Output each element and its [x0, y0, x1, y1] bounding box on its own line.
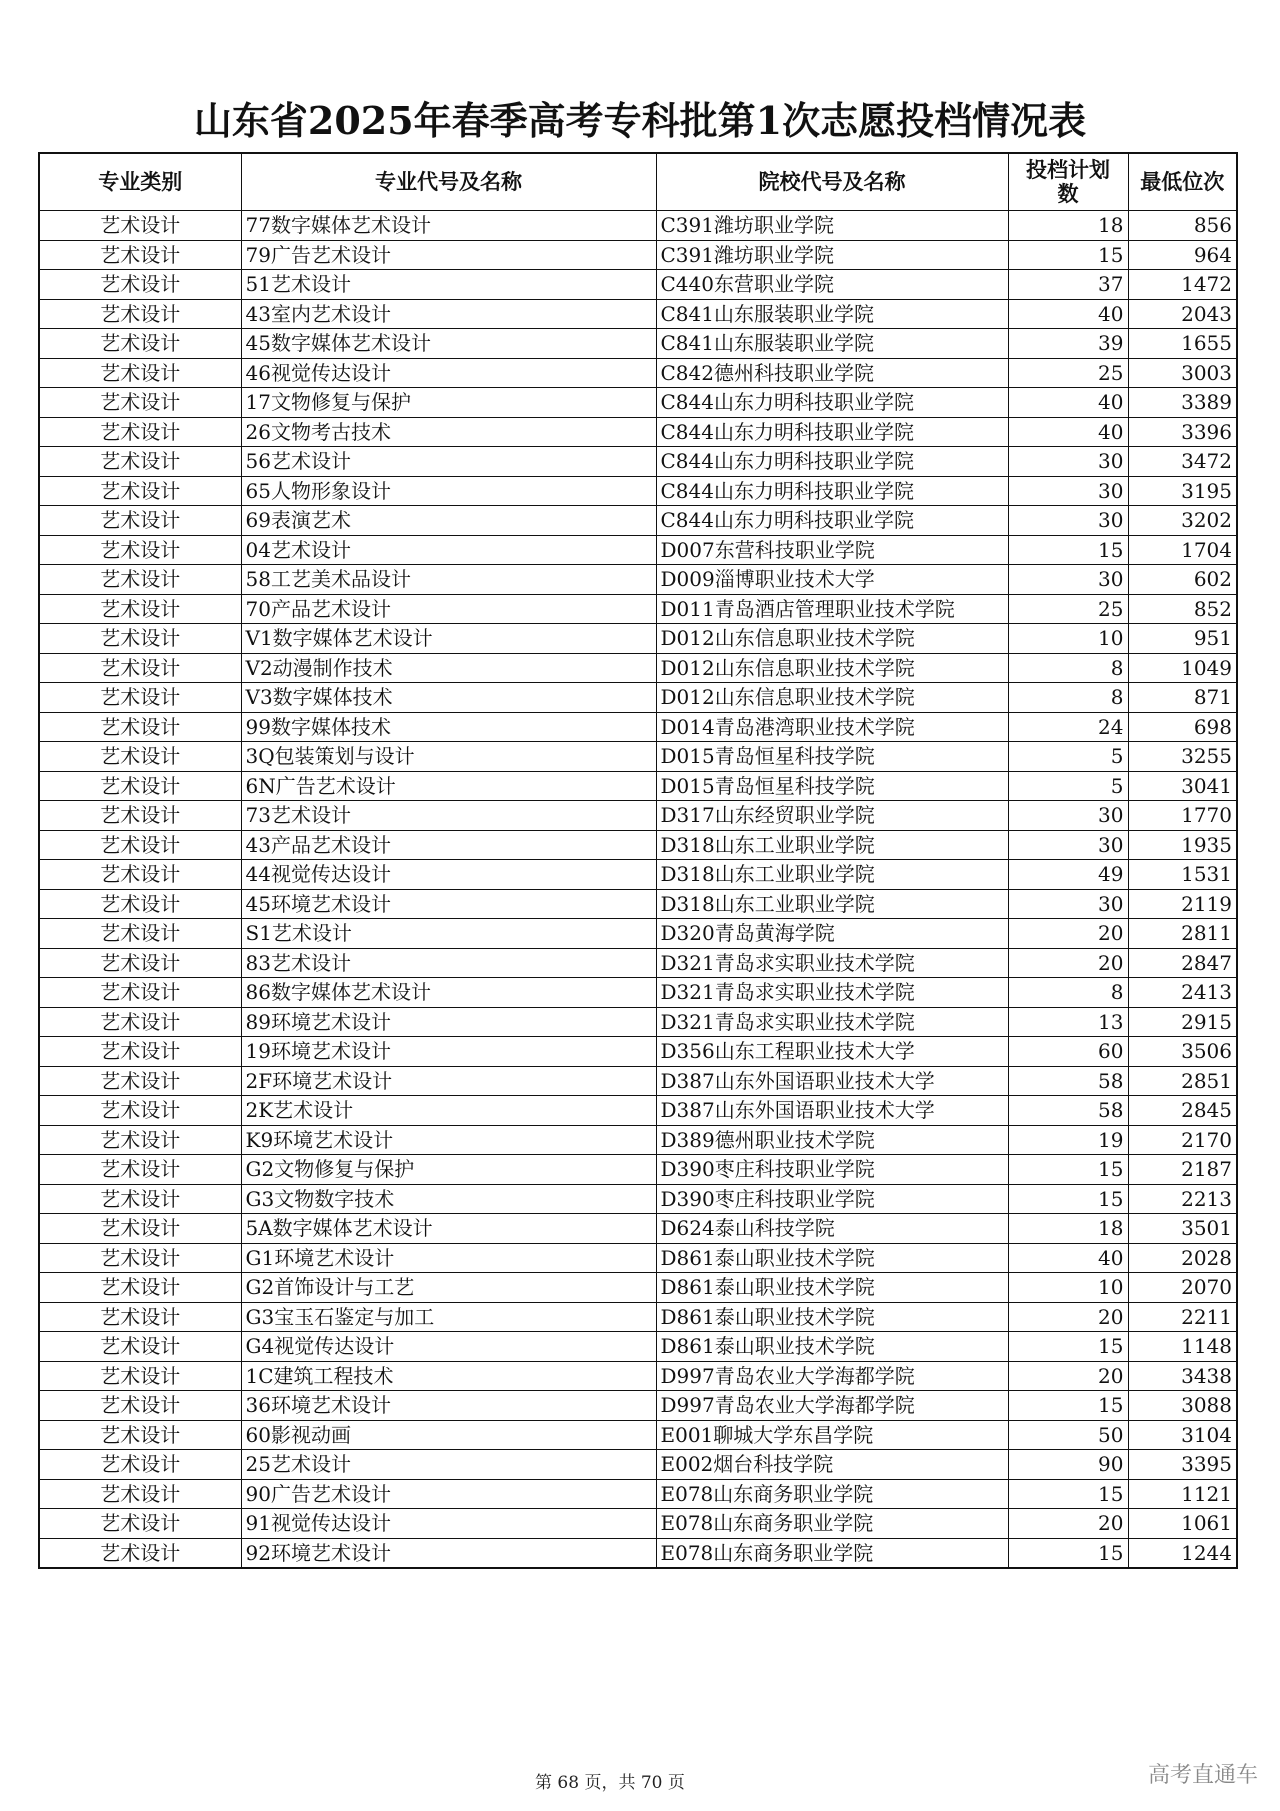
cell-school: C391潍坊职业学院: [656, 240, 1008, 270]
table-row: [39, 476, 1237, 506]
table-header-row: [39, 153, 1237, 211]
cell-major: 6N广告艺术设计: [241, 771, 656, 801]
cell-major: 43产品艺术设计: [241, 830, 656, 860]
cell-major: 99数字媒体技术: [241, 712, 656, 742]
cell-category: 艺术设计: [39, 299, 241, 329]
cell-plan-count: 30: [1008, 889, 1128, 919]
cell-major: 69表演艺术: [241, 506, 656, 536]
cell-min-rank: 3472: [1128, 447, 1237, 477]
cell-major: V3数字媒体技术: [241, 683, 656, 713]
cell-plan-count: 20: [1008, 1509, 1128, 1539]
cell-plan-count: 15: [1008, 1391, 1128, 1421]
cell-category: 艺术设计: [39, 211, 241, 241]
cell-school: C391潍坊职业学院: [656, 211, 1008, 241]
cell-school: E078山东商务职业学院: [656, 1509, 1008, 1539]
cell-min-rank: 3088: [1128, 1391, 1237, 1421]
table-row: [39, 742, 1237, 772]
cell-min-rank: 1049: [1128, 653, 1237, 683]
table-row: [39, 1155, 1237, 1185]
cell-category: 艺术设计: [39, 1332, 241, 1362]
cell-category: 艺术设计: [39, 1214, 241, 1244]
cell-school: C844山东力明科技职业学院: [656, 388, 1008, 418]
cell-min-rank: 2811: [1128, 919, 1237, 949]
cell-school: C844山东力明科技职业学院: [656, 506, 1008, 536]
cell-school: D317山东经贸职业学院: [656, 801, 1008, 831]
cell-category: 艺术设计: [39, 948, 241, 978]
cell-school: D861泰山职业技术学院: [656, 1302, 1008, 1332]
cell-category: 艺术设计: [39, 712, 241, 742]
cell-major: 1C建筑工程技术: [241, 1361, 656, 1391]
cell-plan-count: 5: [1008, 742, 1128, 772]
table-row: [39, 1391, 1237, 1421]
cell-category: 艺术设计: [39, 535, 241, 565]
cell-school: D009淄博职业技术大学: [656, 565, 1008, 595]
cell-category: 艺术设计: [39, 1479, 241, 1509]
cell-plan-count: 10: [1008, 624, 1128, 654]
cell-category: 艺术设计: [39, 1096, 241, 1126]
cell-school: E001聊城大学东昌学院: [656, 1420, 1008, 1450]
table-row: [39, 535, 1237, 565]
cell-category: 艺术设计: [39, 1125, 241, 1155]
cell-major: 77数字媒体艺术设计: [241, 211, 656, 241]
cell-category: 艺术设计: [39, 1184, 241, 1214]
cell-major: 46视觉传达设计: [241, 358, 656, 388]
cell-min-rank: 1935: [1128, 830, 1237, 860]
cell-category: 艺术设计: [39, 653, 241, 683]
cell-school: D997青岛农业大学海都学院: [656, 1361, 1008, 1391]
cell-category: 艺术设计: [39, 1155, 241, 1185]
table-row: [39, 329, 1237, 359]
cell-major: 26文物考古技术: [241, 417, 656, 447]
table-row: [39, 417, 1237, 447]
cell-plan-count: 15: [1008, 1332, 1128, 1362]
cell-min-rank: 1655: [1128, 329, 1237, 359]
cell-min-rank: 2413: [1128, 978, 1237, 1008]
table-row: [39, 801, 1237, 831]
cell-plan-count: 40: [1008, 1243, 1128, 1273]
cell-category: 艺术设计: [39, 1450, 241, 1480]
cell-major: 3Q包装策划与设计: [241, 742, 656, 772]
cell-school: C844山东力明科技职业学院: [656, 476, 1008, 506]
cell-min-rank: 3255: [1128, 742, 1237, 772]
cell-min-rank: 964: [1128, 240, 1237, 270]
table-row: [39, 712, 1237, 742]
table-row: [39, 211, 1237, 241]
cell-school: D387山东外国语职业技术大学: [656, 1096, 1008, 1126]
cell-plan-count: 90: [1008, 1450, 1128, 1480]
cell-plan-count: 15: [1008, 240, 1128, 270]
cell-min-rank: 1061: [1128, 1509, 1237, 1539]
cell-plan-count: 39: [1008, 329, 1128, 359]
cell-plan-count: 60: [1008, 1037, 1128, 1067]
table-row: [39, 358, 1237, 388]
header-plan-count: [1008, 153, 1128, 211]
cell-min-rank: 1531: [1128, 860, 1237, 890]
cell-min-rank: 2043: [1128, 299, 1237, 329]
table-row: [39, 447, 1237, 477]
cell-major: 17文物修复与保护: [241, 388, 656, 418]
cell-category: 艺术设计: [39, 506, 241, 536]
cell-plan-count: 24: [1008, 712, 1128, 742]
table-row: [39, 624, 1237, 654]
cell-major: V2动漫制作技术: [241, 653, 656, 683]
cell-school: E078山东商务职业学院: [656, 1479, 1008, 1509]
cell-school: D012山东信息职业技术学院: [656, 624, 1008, 654]
cell-min-rank: 3438: [1128, 1361, 1237, 1391]
cell-plan-count: 15: [1008, 1479, 1128, 1509]
cell-plan-count: 20: [1008, 1302, 1128, 1332]
table-row: [39, 506, 1237, 536]
table-row: [39, 948, 1237, 978]
cell-category: 艺术设计: [39, 1420, 241, 1450]
cell-school: D321青岛求实职业技术学院: [656, 978, 1008, 1008]
cell-school: D389德州职业技术学院: [656, 1125, 1008, 1155]
cell-major: 45数字媒体艺术设计: [241, 329, 656, 359]
cell-min-rank: 3396: [1128, 417, 1237, 447]
cell-min-rank: 951: [1128, 624, 1237, 654]
cell-plan-count: 15: [1008, 1155, 1128, 1185]
cell-category: 艺术设计: [39, 1391, 241, 1421]
cell-major: 5A数字媒体艺术设计: [241, 1214, 656, 1244]
cell-min-rank: 3389: [1128, 388, 1237, 418]
cell-plan-count: 19: [1008, 1125, 1128, 1155]
page-title: 山东省2025年春季高考专科批第1次志愿投档情况表: [193, 98, 1087, 143]
cell-min-rank: 3506: [1128, 1037, 1237, 1067]
cell-min-rank: 698: [1128, 712, 1237, 742]
cell-major: 2F环境艺术设计: [241, 1066, 656, 1096]
cell-school: D015青岛恒星科技学院: [656, 742, 1008, 772]
table-row: [39, 1125, 1237, 1155]
table-row: [39, 299, 1237, 329]
cell-plan-count: 25: [1008, 594, 1128, 624]
cell-min-rank: 856: [1128, 211, 1237, 241]
cell-school: D318山东工业职业学院: [656, 889, 1008, 919]
cell-school: C440东营职业学院: [656, 270, 1008, 300]
table-row: [39, 1302, 1237, 1332]
cell-min-rank: 1244: [1128, 1538, 1237, 1568]
cell-major: G2首饰设计与工艺: [241, 1273, 656, 1303]
cell-school: C844山东力明科技职业学院: [656, 447, 1008, 477]
cell-min-rank: 2211: [1128, 1302, 1237, 1332]
cell-school: D861泰山职业技术学院: [656, 1243, 1008, 1273]
cell-plan-count: 8: [1008, 978, 1128, 1008]
cell-category: 艺术设计: [39, 1066, 241, 1096]
cell-major: 90广告艺术设计: [241, 1479, 656, 1509]
cell-major: G4视觉传达设计: [241, 1332, 656, 1362]
cell-min-rank: 3501: [1128, 1214, 1237, 1244]
table-row: [39, 1066, 1237, 1096]
header-major: 专业代号及名称: [241, 153, 656, 211]
cell-min-rank: 1472: [1128, 270, 1237, 300]
header-min-rank: 最低位次: [1128, 153, 1237, 211]
cell-category: 艺术设计: [39, 594, 241, 624]
cell-category: 艺术设计: [39, 388, 241, 418]
cell-category: 艺术设计: [39, 417, 241, 447]
table-row: [39, 1184, 1237, 1214]
table-row: [39, 978, 1237, 1008]
cell-plan-count: 15: [1008, 1538, 1128, 1568]
cell-min-rank: 3104: [1128, 1420, 1237, 1450]
cell-major: G2文物修复与保护: [241, 1155, 656, 1185]
cell-school: C841山东服装职业学院: [656, 299, 1008, 329]
cell-category: 艺术设计: [39, 1361, 241, 1391]
cell-category: 艺术设计: [39, 329, 241, 359]
cell-school: D015青岛恒星科技学院: [656, 771, 1008, 801]
cell-category: 艺术设计: [39, 978, 241, 1008]
table-row: [39, 860, 1237, 890]
cell-min-rank: 2170: [1128, 1125, 1237, 1155]
cell-school: D997青岛农业大学海都学院: [656, 1391, 1008, 1421]
cell-plan-count: 40: [1008, 388, 1128, 418]
cell-min-rank: 2028: [1128, 1243, 1237, 1273]
cell-school: D387山东外国语职业技术大学: [656, 1066, 1008, 1096]
cell-school: D624泰山科技学院: [656, 1214, 1008, 1244]
cell-school: D321青岛求实职业技术学院: [656, 1007, 1008, 1037]
cell-major: 91视觉传达设计: [241, 1509, 656, 1539]
cell-major: S1艺术设计: [241, 919, 656, 949]
table-row: [39, 565, 1237, 595]
table-body: [39, 211, 1237, 1569]
cell-school: D318山东工业职业学院: [656, 830, 1008, 860]
cell-min-rank: 1704: [1128, 535, 1237, 565]
table-row: [39, 270, 1237, 300]
cell-category: 艺术设计: [39, 1509, 241, 1539]
cell-min-rank: 3041: [1128, 771, 1237, 801]
cell-major: 89环境艺术设计: [241, 1007, 656, 1037]
cell-plan-count: 30: [1008, 476, 1128, 506]
cell-plan-count: 15: [1008, 1184, 1128, 1214]
table-row: [39, 388, 1237, 418]
cell-plan-count: 50: [1008, 1420, 1128, 1450]
cell-category: 艺术设计: [39, 889, 241, 919]
table-row: [39, 830, 1237, 860]
table-row: [39, 1243, 1237, 1273]
admission-table: [38, 152, 1238, 1569]
header-plan-count-label: 投档计划数: [1026, 158, 1110, 206]
cell-school: D012山东信息职业技术学院: [656, 653, 1008, 683]
cell-plan-count: 10: [1008, 1273, 1128, 1303]
cell-school: D014青岛港湾职业技术学院: [656, 712, 1008, 742]
cell-major: 73艺术设计: [241, 801, 656, 831]
cell-major: 60影视动画: [241, 1420, 656, 1450]
cell-category: 艺术设计: [39, 476, 241, 506]
cell-school: D011青岛酒店管理职业技术学院: [656, 594, 1008, 624]
cell-category: 艺术设计: [39, 447, 241, 477]
cell-min-rank: 3395: [1128, 1450, 1237, 1480]
table-row: [39, 771, 1237, 801]
cell-major: 56艺术设计: [241, 447, 656, 477]
cell-plan-count: 37: [1008, 270, 1128, 300]
cell-plan-count: 25: [1008, 358, 1128, 388]
cell-major: 43室内艺术设计: [241, 299, 656, 329]
table-row: [39, 1361, 1237, 1391]
cell-school: D390枣庄科技职业学院: [656, 1155, 1008, 1185]
table-row: [39, 594, 1237, 624]
cell-min-rank: 1770: [1128, 801, 1237, 831]
cell-major: K9环境艺术设计: [241, 1125, 656, 1155]
cell-min-rank: 2187: [1128, 1155, 1237, 1185]
cell-major: G3宝玉石鉴定与加工: [241, 1302, 656, 1332]
cell-min-rank: 2070: [1128, 1273, 1237, 1303]
cell-min-rank: 2119: [1128, 889, 1237, 919]
cell-category: 艺术设计: [39, 1538, 241, 1568]
cell-plan-count: 30: [1008, 830, 1128, 860]
cell-min-rank: 871: [1128, 683, 1237, 713]
cell-major: G1环境艺术设计: [241, 1243, 656, 1273]
cell-category: 艺术设计: [39, 860, 241, 890]
cell-school: D861泰山职业技术学院: [656, 1273, 1008, 1303]
cell-min-rank: 2847: [1128, 948, 1237, 978]
cell-category: 艺术设计: [39, 919, 241, 949]
cell-min-rank: 2851: [1128, 1066, 1237, 1096]
cell-plan-count: 30: [1008, 565, 1128, 595]
page-number: 第 68 页，共 70 页: [535, 1773, 685, 1793]
cell-min-rank: 3195: [1128, 476, 1237, 506]
cell-category: 艺术设计: [39, 830, 241, 860]
cell-plan-count: 5: [1008, 771, 1128, 801]
cell-min-rank: 602: [1128, 565, 1237, 595]
cell-category: 艺术设计: [39, 771, 241, 801]
cell-min-rank: 852: [1128, 594, 1237, 624]
cell-major: 92环境艺术设计: [241, 1538, 656, 1568]
table-row: [39, 1332, 1237, 1362]
cell-major: 86数字媒体艺术设计: [241, 978, 656, 1008]
cell-plan-count: 8: [1008, 683, 1128, 713]
cell-major: 19环境艺术设计: [241, 1037, 656, 1067]
cell-major: 79广告艺术设计: [241, 240, 656, 270]
cell-major: 51艺术设计: [241, 270, 656, 300]
cell-major: G3文物数字技术: [241, 1184, 656, 1214]
cell-plan-count: 8: [1008, 653, 1128, 683]
cell-plan-count: 30: [1008, 801, 1128, 831]
cell-major: 83艺术设计: [241, 948, 656, 978]
cell-major: 70产品艺术设计: [241, 594, 656, 624]
table-row: [39, 1509, 1237, 1539]
cell-major: 2K艺术设计: [241, 1096, 656, 1126]
table-row: [39, 1037, 1237, 1067]
cell-plan-count: 40: [1008, 417, 1128, 447]
table-row: [39, 889, 1237, 919]
table-row: [39, 1007, 1237, 1037]
cell-plan-count: 40: [1008, 299, 1128, 329]
cell-major: 65人物形象设计: [241, 476, 656, 506]
table-row: [39, 1538, 1237, 1568]
table-row: [39, 683, 1237, 713]
cell-min-rank: 1121: [1128, 1479, 1237, 1509]
cell-major: 45环境艺术设计: [241, 889, 656, 919]
cell-plan-count: 30: [1008, 506, 1128, 536]
cell-school: E002烟台科技学院: [656, 1450, 1008, 1480]
table-row: [39, 919, 1237, 949]
cell-school: C844山东力明科技职业学院: [656, 417, 1008, 447]
table-row: [39, 240, 1237, 270]
cell-plan-count: 49: [1008, 860, 1128, 890]
cell-min-rank: 3003: [1128, 358, 1237, 388]
table-row: [39, 1450, 1237, 1480]
cell-school: E078山东商务职业学院: [656, 1538, 1008, 1568]
cell-min-rank: 2915: [1128, 1007, 1237, 1037]
cell-plan-count: 20: [1008, 919, 1128, 949]
cell-min-rank: 2213: [1128, 1184, 1237, 1214]
table-row: [39, 1214, 1237, 1244]
cell-school: D007东营科技职业学院: [656, 535, 1008, 565]
cell-category: 艺术设计: [39, 1273, 241, 1303]
table-row: [39, 1096, 1237, 1126]
cell-category: 艺术设计: [39, 270, 241, 300]
cell-min-rank: 1148: [1128, 1332, 1237, 1362]
header-category: 专业类别: [39, 153, 241, 211]
cell-major: 36环境艺术设计: [241, 1391, 656, 1421]
watermark: 高考直通车: [1148, 1763, 1259, 1788]
cell-category: 艺术设计: [39, 801, 241, 831]
cell-min-rank: 2845: [1128, 1096, 1237, 1126]
cell-school: D318山东工业职业学院: [656, 860, 1008, 890]
cell-category: 艺术设计: [39, 1243, 241, 1273]
cell-category: 艺术设计: [39, 683, 241, 713]
cell-school: D861泰山职业技术学院: [656, 1332, 1008, 1362]
cell-school: D321青岛求实职业技术学院: [656, 948, 1008, 978]
cell-category: 艺术设计: [39, 358, 241, 388]
table-row: [39, 653, 1237, 683]
cell-major: V1数字媒体艺术设计: [241, 624, 656, 654]
cell-major: 58工艺美术品设计: [241, 565, 656, 595]
cell-school: C842德州科技职业学院: [656, 358, 1008, 388]
cell-category: 艺术设计: [39, 1037, 241, 1067]
cell-plan-count: 20: [1008, 948, 1128, 978]
table-row: [39, 1479, 1237, 1509]
table-row: [39, 1273, 1237, 1303]
cell-min-rank: 3202: [1128, 506, 1237, 536]
cell-category: 艺术设计: [39, 240, 241, 270]
cell-school: C841山东服装职业学院: [656, 329, 1008, 359]
cell-school: D320青岛黄海学院: [656, 919, 1008, 949]
cell-school: D390枣庄科技职业学院: [656, 1184, 1008, 1214]
cell-school: D012山东信息职业技术学院: [656, 683, 1008, 713]
cell-plan-count: 58: [1008, 1066, 1128, 1096]
cell-major: 44视觉传达设计: [241, 860, 656, 890]
cell-category: 艺术设计: [39, 565, 241, 595]
table-row: [39, 1420, 1237, 1450]
cell-category: 艺术设计: [39, 1302, 241, 1332]
cell-school: D356山东工程职业技术大学: [656, 1037, 1008, 1067]
header-school: 院校代号及名称: [656, 153, 1008, 211]
cell-plan-count: 18: [1008, 1214, 1128, 1244]
cell-major: 25艺术设计: [241, 1450, 656, 1480]
cell-category: 艺术设计: [39, 1007, 241, 1037]
cell-major: 04艺术设计: [241, 535, 656, 565]
cell-plan-count: 15: [1008, 535, 1128, 565]
cell-plan-count: 20: [1008, 1361, 1128, 1391]
cell-category: 艺术设计: [39, 624, 241, 654]
cell-category: 艺术设计: [39, 742, 241, 772]
cell-plan-count: 30: [1008, 447, 1128, 477]
cell-plan-count: 18: [1008, 211, 1128, 241]
cell-plan-count: 58: [1008, 1096, 1128, 1126]
cell-plan-count: 13: [1008, 1007, 1128, 1037]
